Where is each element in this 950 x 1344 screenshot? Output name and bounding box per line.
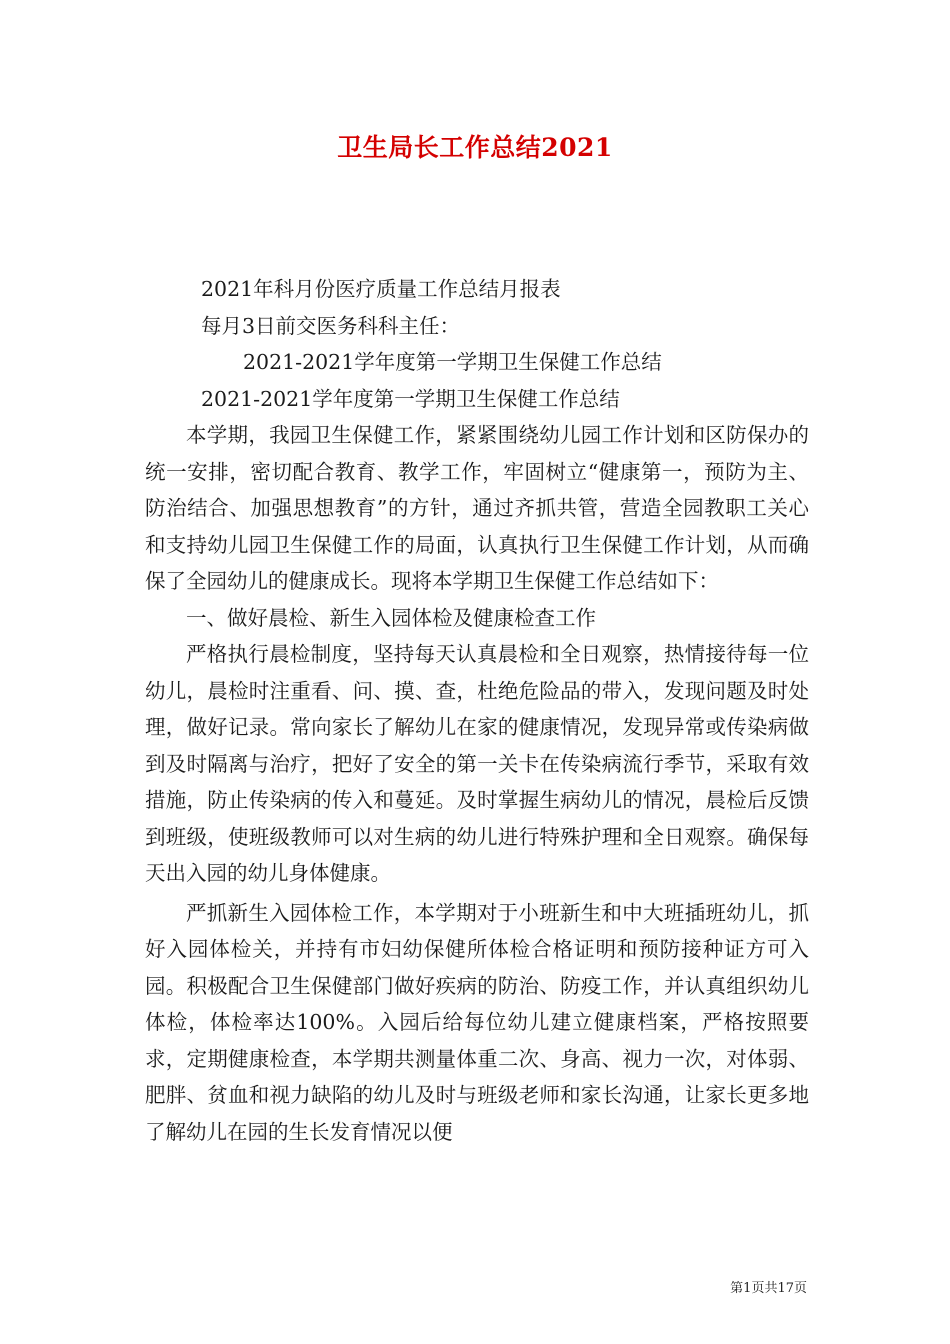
section-heading: 一、做好晨检、新生入园体检及健康检查工作 [186,605,596,630]
subtitle-line-repeat: 2021-2021学年度第一学期卫生保健工作总结 [201,386,620,411]
document-body [145,271,809,1150]
page-number: 第1页共17页 [730,1281,807,1296]
intro-paragraph: 本学期，我园卫生保健工作，紧紧围绕幼儿园工作计划和区防保办的统一安排，密切配合教育、教学工作，牢固树立“健康第一，预防为主、防治结合、加强思想教育”的方针，通过齐抓共管，营造全园教职工关心和支持幼儿园卫生保健工作的局面，认真执行卫生保健工作计划，从而确保了全园幼儿的健康成长。现将本学期卫生保健工作总结如下： [145,423,809,593]
document-title: 卫生局长工作总结2021 [337,133,613,162]
new-student-check-paragraph: 严抓新生入园体检工作，本学期对于小班新生和中大班插班幼儿，抓好入园体检关，并持有市妇幼保健所体检合格证明和预防接种证方可入园。积极配合卫生保健部门做好疾病的防治、防疫工作，并认真组织幼儿体检，体检率达100%。入园后给每位幼儿建立健康档案，严格按照要求，定期健康检查，本学期共测量体重二次、身高、视力一次，对体弱、肥胖、贫血和视力缺陷的幼儿及时与班级老师和家长沟通，让家长更多地了解幼儿在园的生长发育情况以便 [145,900,809,1144]
report-line: 2021年科月份医疗质量工作总结月报表 [201,277,561,301]
subtitle-line: 2021-2021学年度第一学期卫生保健工作总结 [243,350,662,374]
morning-check-paragraph: 严格执行晨检制度，坚持每天认真晨检和全日观察，热情接待每一位幼儿，晨检时注重看、问、摸、查，杜绝危险品的带入，发现问题及时处理，做好记录。常向家长了解幼儿在家的健康情况，发现异常或传染病做到及时隔离与治疗，把好了安全的第一关卡在传染病流行季节，采取有效措施，防止传染病的传入和蔓延。及时掌握生病幼儿的情况，晨检后反馈到班级，使班级教师可以对生病的幼儿进行特殊护理和全日观察。确保每天出入园的幼儿身体健康。 [145,642,809,885]
deadline-line: 每月3日前交医务科科主任： [201,313,461,338]
